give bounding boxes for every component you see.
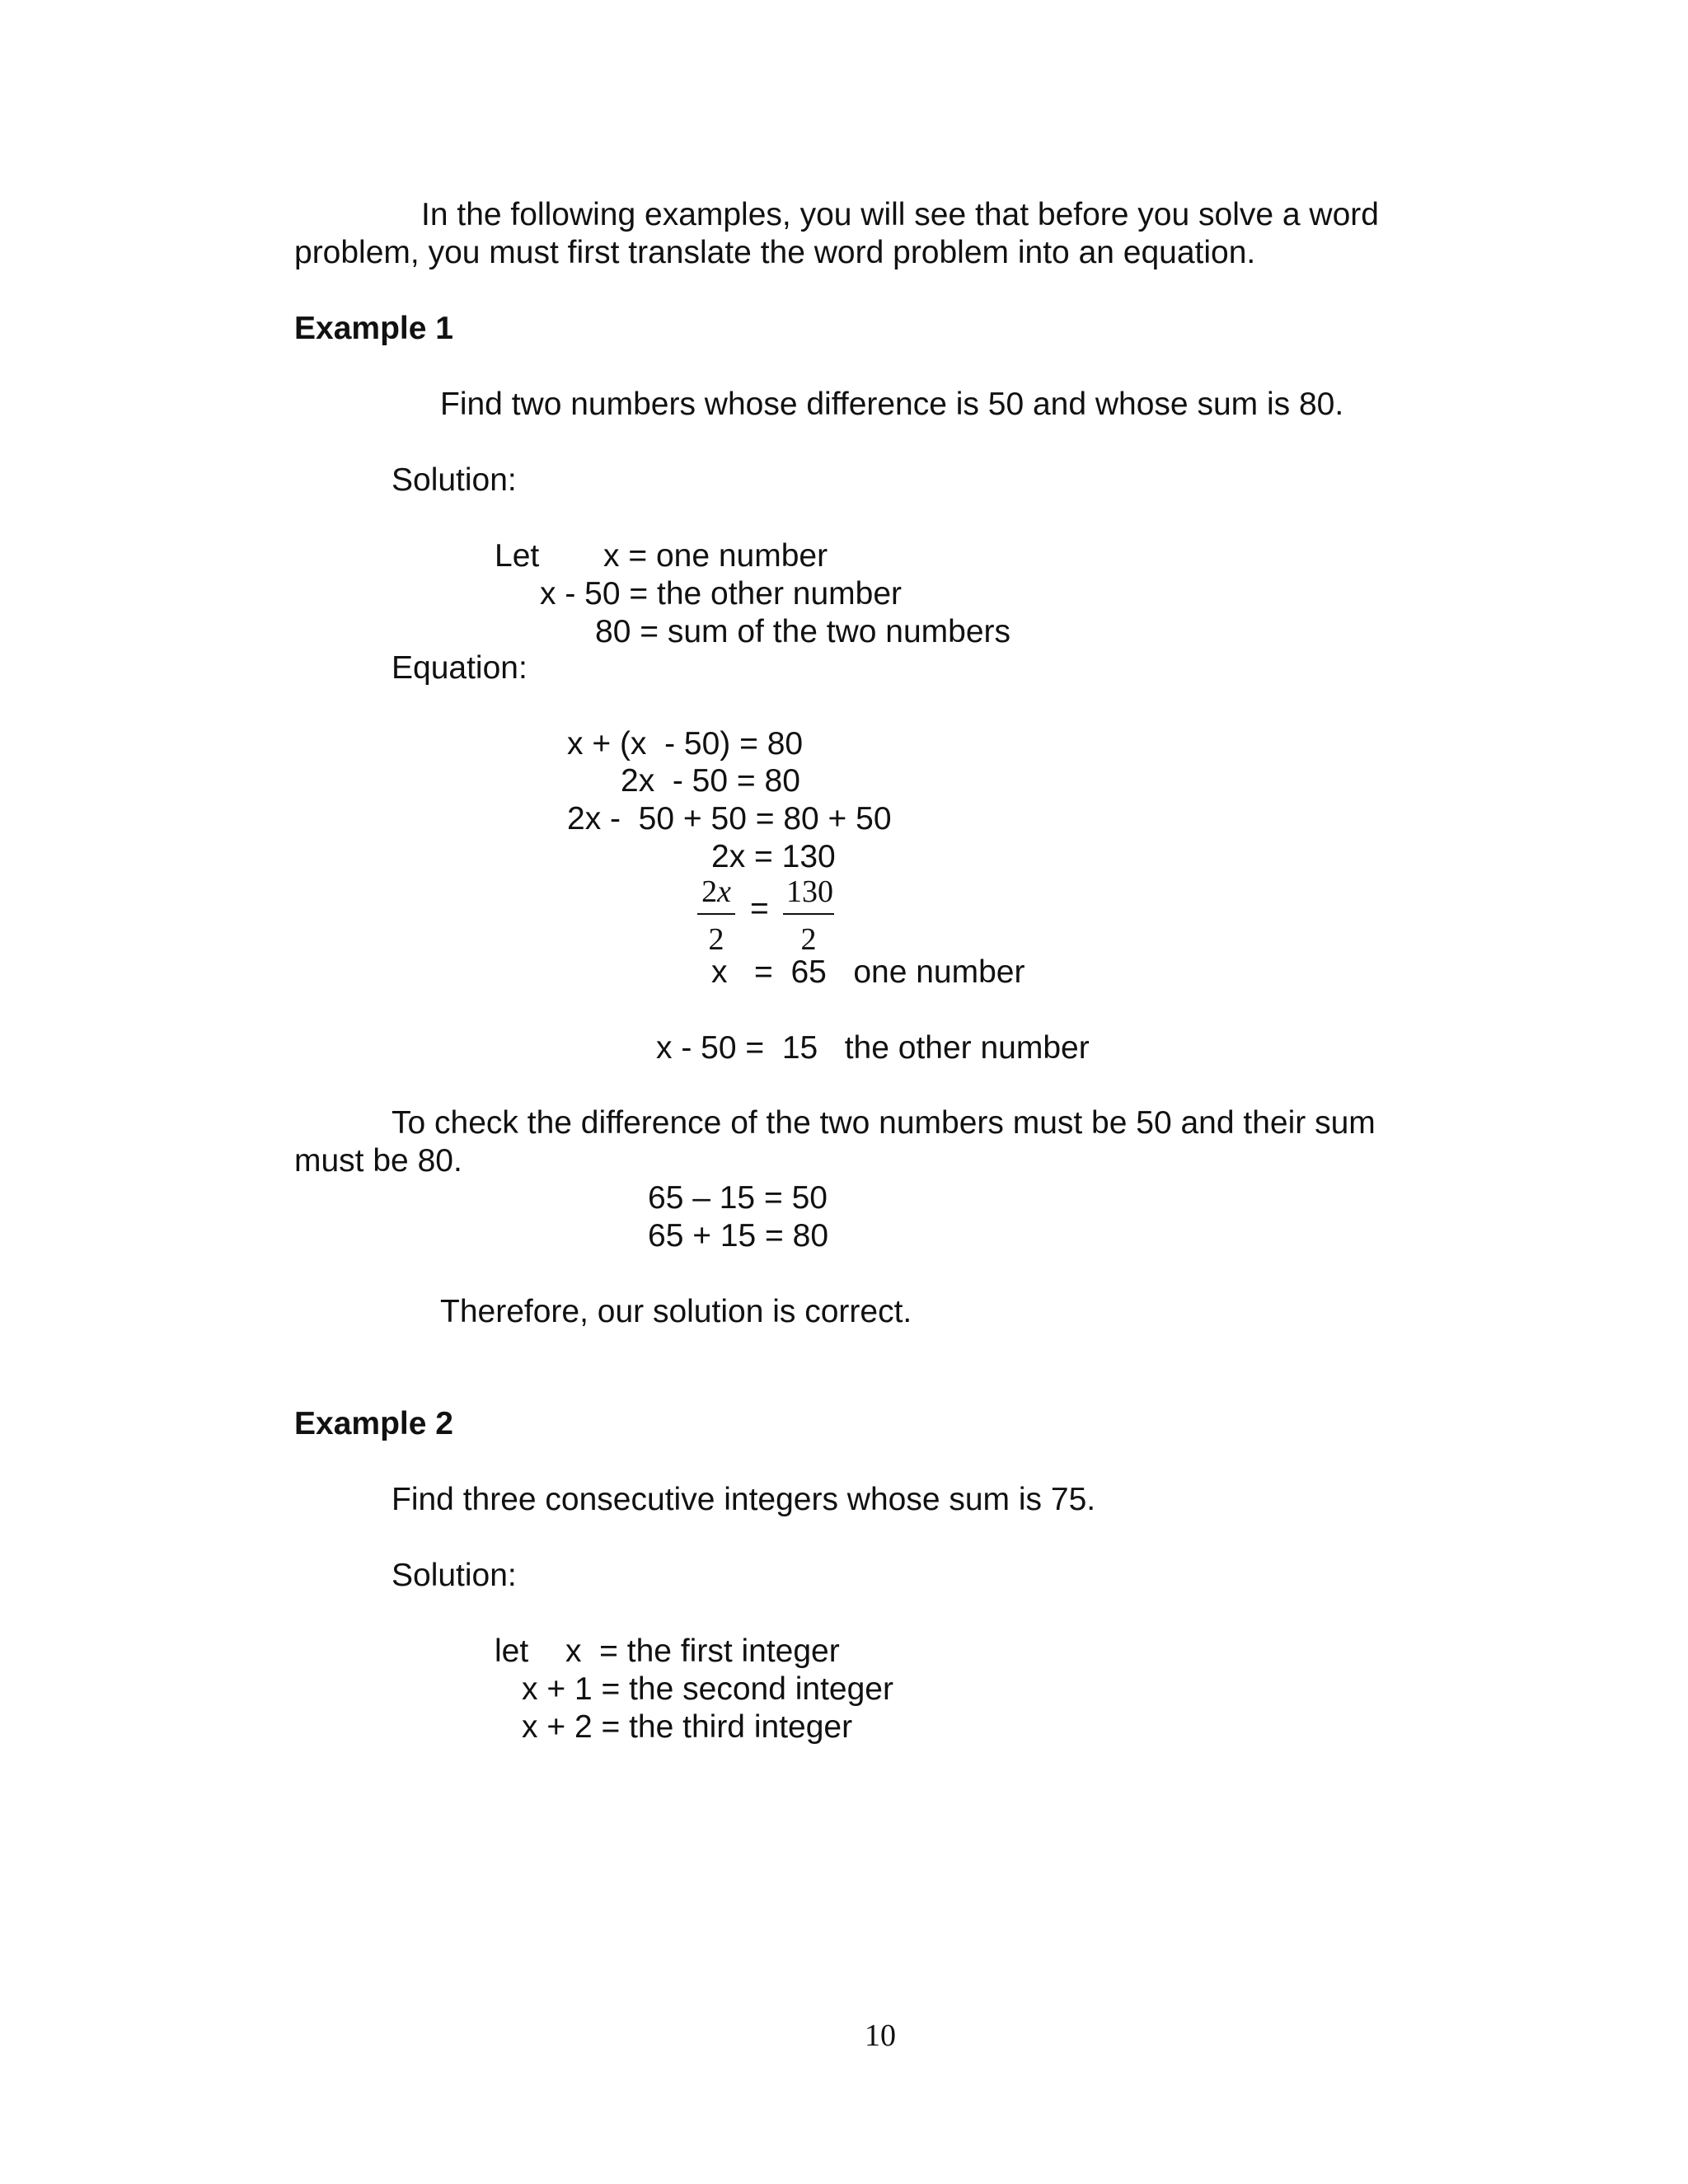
example-2-let-line-2: x + 1 = the second integer	[522, 1671, 893, 1707]
intro-line-2: problem, you must first translate the word problem into an equation.	[294, 235, 1256, 270]
fraction-right	[783, 874, 834, 958]
equation-step-2: 2x - 50 = 80	[621, 763, 800, 799]
check-equation-2: 65 + 15 = 80	[648, 1218, 829, 1254]
fraction-left-denominator: 2	[708, 922, 724, 957]
example-1-equation-label: Equation:	[392, 650, 528, 686]
example-2-let-line-1: x = the first integer	[565, 1633, 840, 1669]
equation-step-3: 2x - 50 + 50 = 80 + 50	[567, 801, 892, 837]
fraction-left-numerator: 2x	[697, 874, 735, 915]
example-1-let-line-2: x - 50 = the other number	[540, 576, 902, 612]
example-2-let-line-3: x + 2 = the third integer	[522, 1709, 853, 1745]
example-1-let-line-1: x = one number	[603, 538, 828, 574]
example-1-problem: Find two numbers whose difference is 50 and whose sum is 80.	[440, 387, 1344, 422]
example-1-conclusion: Therefore, our solution is correct.	[440, 1294, 912, 1329]
example-2-heading: Example 2	[294, 1406, 453, 1441]
result-one-number: x = 65 one number	[711, 954, 1025, 990]
equation-step-4: 2x = 130	[711, 839, 836, 874]
equation-step-1: x + (x - 50) = 80	[567, 726, 804, 762]
example-2-problem: Find three consecutive integers whose sum is 75.	[392, 1482, 1096, 1517]
example-2-let-word: let	[495, 1633, 529, 1669]
page-number: 10	[865, 2018, 896, 2053]
fraction-equals: =	[750, 891, 769, 926]
fraction-left	[697, 874, 735, 958]
check-line-1: To check the difference of the two numbers must be 50 and their sum	[392, 1105, 1376, 1141]
fraction-right-numerator: 130	[783, 874, 834, 915]
example-1-solution-label: Solution:	[392, 462, 517, 498]
check-equation-1: 65 – 15 = 50	[648, 1180, 828, 1216]
intro-line-1: In the following examples, you will see that before you solve a word	[421, 197, 1379, 232]
example-2-solution-label: Solution:	[392, 1558, 517, 1593]
example-1-heading: Example 1	[294, 311, 453, 346]
fraction-right-denominator: 2	[800, 922, 817, 957]
result-other-number: x - 50 = 15 the other number	[656, 1030, 1090, 1066]
example-1-let-word: Let	[495, 538, 540, 574]
example-1-let-line-3: 80 = sum of the two numbers	[595, 614, 1011, 649]
check-line-2: must be 80.	[294, 1143, 462, 1179]
